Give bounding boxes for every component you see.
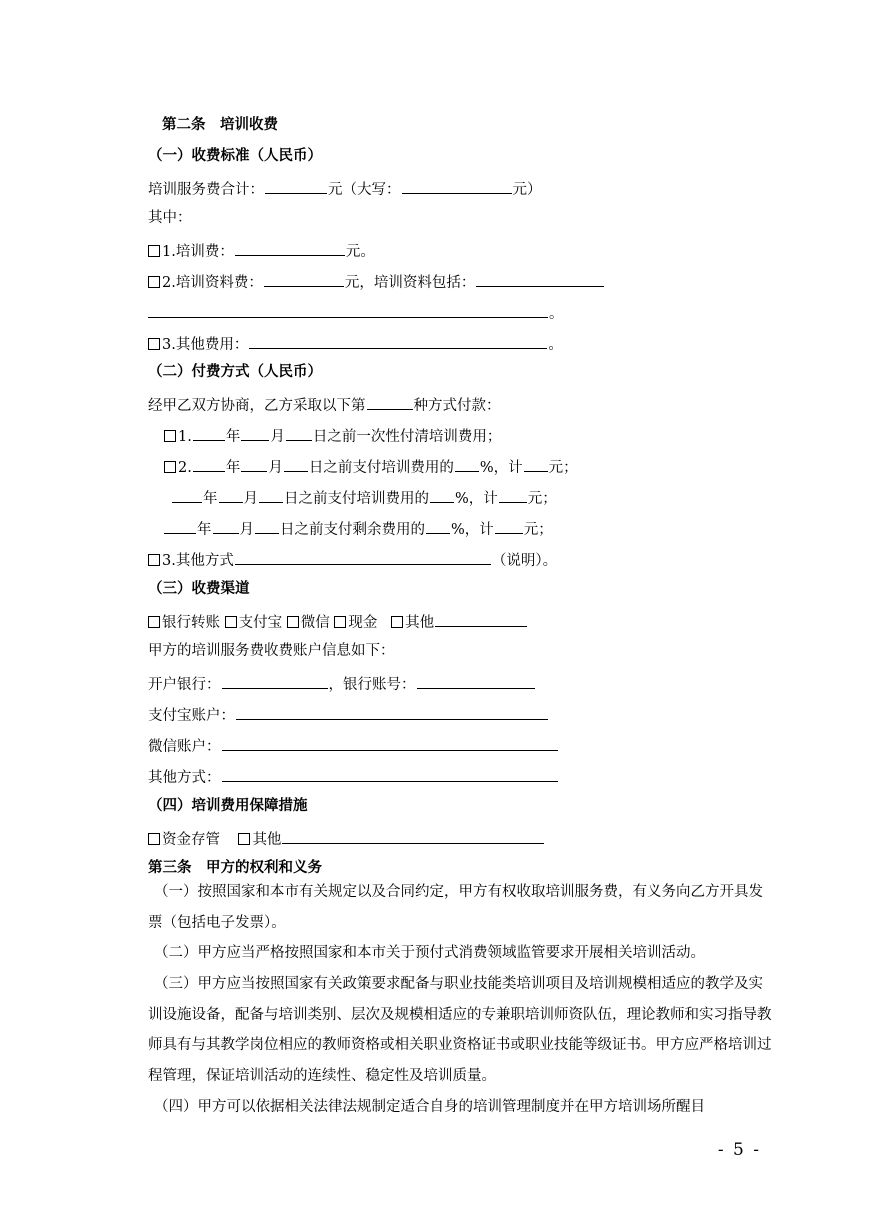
payment-intro: 经甲乙双方协商，乙方采取以下第 种方式付款： <box>148 394 501 415</box>
checkbox[interactable] <box>238 833 250 845</box>
page-number: - 5 - <box>717 1140 761 1160</box>
month-blank[interactable] <box>219 487 243 503</box>
training-fee-blank[interactable] <box>235 240 345 256</box>
year-blank[interactable] <box>193 456 225 472</box>
checkbox[interactable] <box>225 616 237 628</box>
checkbox[interactable] <box>287 616 299 628</box>
article-2-heading: 第二条 培训收费 <box>162 116 278 133</box>
percent-blank[interactable] <box>430 487 454 503</box>
checkbox[interactable] <box>148 833 160 845</box>
amount-blank[interactable] <box>524 456 548 472</box>
checkbox[interactable] <box>391 616 403 628</box>
checkbox[interactable] <box>148 554 160 566</box>
other-fee-blank[interactable] <box>249 333 547 349</box>
fee-item-2: 2.培训资料费： 元，培训资料包括： <box>148 271 605 292</box>
day-blank[interactable] <box>286 425 312 441</box>
bank-account-blank[interactable] <box>417 673 535 689</box>
fee-item-1: 1.培训费： 元。 <box>148 240 375 261</box>
fee-item-3: 3.其他费用： 。 <box>148 333 563 354</box>
fee-item-2-continuation: 。 <box>148 302 564 323</box>
material-content-blank-2[interactable] <box>148 302 548 318</box>
checkbox[interactable] <box>334 616 346 628</box>
material-fee-blank[interactable] <box>264 271 344 287</box>
section-fee-protection-heading: （四）培训费用保障措施 <box>148 797 308 814</box>
section-fee-standard-heading: （一）收费标准（人民币） <box>148 147 322 164</box>
month-blank[interactable] <box>241 456 267 472</box>
checkbox[interactable] <box>164 430 176 442</box>
other-method-line: 其他方式： <box>148 766 559 787</box>
day-blank[interactable] <box>284 456 308 472</box>
payment-option-2: 2. 年 月 日之前支付培训费用的 %，计 元； <box>164 456 578 477</box>
day-blank[interactable] <box>259 487 283 503</box>
other-protection-blank[interactable] <box>282 828 544 844</box>
among-label: 其中： <box>148 210 192 226</box>
year-blank[interactable] <box>172 487 202 503</box>
account-intro: 甲方的培训服务费收费账户信息如下： <box>148 643 395 659</box>
percent-blank[interactable] <box>426 518 450 534</box>
payment-option-1: 1. 年 月 日之前一次性付清培训费用； <box>164 425 501 446</box>
alipay-line: 支付宝账户： <box>148 704 549 725</box>
checkbox[interactable] <box>148 276 160 288</box>
year-blank[interactable] <box>164 518 196 534</box>
other-method-blank[interactable] <box>235 549 491 565</box>
payment-option-2-installment-2: 年 月 日之前支付培训费用的 %，计 元； <box>172 487 557 508</box>
article-3-paragraph-3: （三）甲方应当按照国家有关政策要求配备与职业技能类培训项目及培训规模相适应的教学及实训设施设备，配备与培训类别、层次及规模相适应的专兼职培训师资队伍，理论教师和实习指导教师具有与其教学岗位相应的教师资格或相关职业资格证书或职业技能等级证书。甲方应严格培训过程管理，保证培训活动的连续性、稳定性及培训质量。 <box>148 976 772 1084</box>
percent-blank[interactable] <box>455 456 479 472</box>
payment-option-2-installment-3: 年 月 日之前支付剩余费用的 %，计 元； <box>164 518 553 539</box>
checkbox[interactable] <box>148 616 160 628</box>
article-3-paragraph-1: （一）按照国家和本市有关规定以及合同约定，甲方有权收取培训服务费，有义务向乙方开具发票（包括电子发票）。 <box>148 884 763 931</box>
wechat-account-blank[interactable] <box>222 735 558 751</box>
total-fee-blank[interactable] <box>265 178 327 194</box>
amount-blank[interactable] <box>495 518 523 534</box>
month-blank[interactable] <box>241 425 269 441</box>
other-channel-blank[interactable] <box>435 611 527 627</box>
protection-options: 资金存管 其他 <box>148 828 545 849</box>
month-blank[interactable] <box>213 518 239 534</box>
article-3-paragraph-4: （四）甲方可以依据相关法律法规制定适合自身的培训管理制度并在甲方培训场所醒目 <box>154 1099 705 1115</box>
article-3-paragraph-2: （二）甲方应当严格按照国家和本市关于预付式消费领域监管要求开展相关培训活动。 <box>154 945 705 961</box>
material-content-blank[interactable] <box>476 271 604 287</box>
payment-option-3: 3.其他方式 （说明）。 <box>148 549 557 570</box>
bank-name-blank[interactable] <box>222 673 328 689</box>
checkbox[interactable] <box>148 245 160 257</box>
total-fee-uppercase-blank[interactable] <box>402 178 512 194</box>
checkbox[interactable] <box>164 461 176 473</box>
section-payment-method-heading: （二）付费方式（人民币） <box>148 363 322 380</box>
payment-option-blank[interactable] <box>367 394 413 410</box>
other-account-blank[interactable] <box>222 766 558 782</box>
section-payment-channel-heading: （三）收费渠道 <box>148 580 250 597</box>
total-fee-line: 培训服务费合计： 元（大写： 元） <box>148 178 542 199</box>
year-blank[interactable] <box>193 425 225 441</box>
article-3-heading: 第三条 甲方的权利和义务 <box>148 859 322 876</box>
channel-options: 银行转账 支付宝 微信 现金 其他 <box>148 611 528 632</box>
bank-line: 开户银行： ，银行账号： <box>148 673 536 694</box>
wechat-line: 微信账户： <box>148 735 559 756</box>
alipay-account-blank[interactable] <box>236 704 548 720</box>
amount-blank[interactable] <box>499 487 527 503</box>
day-blank[interactable] <box>255 518 279 534</box>
checkbox[interactable] <box>148 338 160 350</box>
